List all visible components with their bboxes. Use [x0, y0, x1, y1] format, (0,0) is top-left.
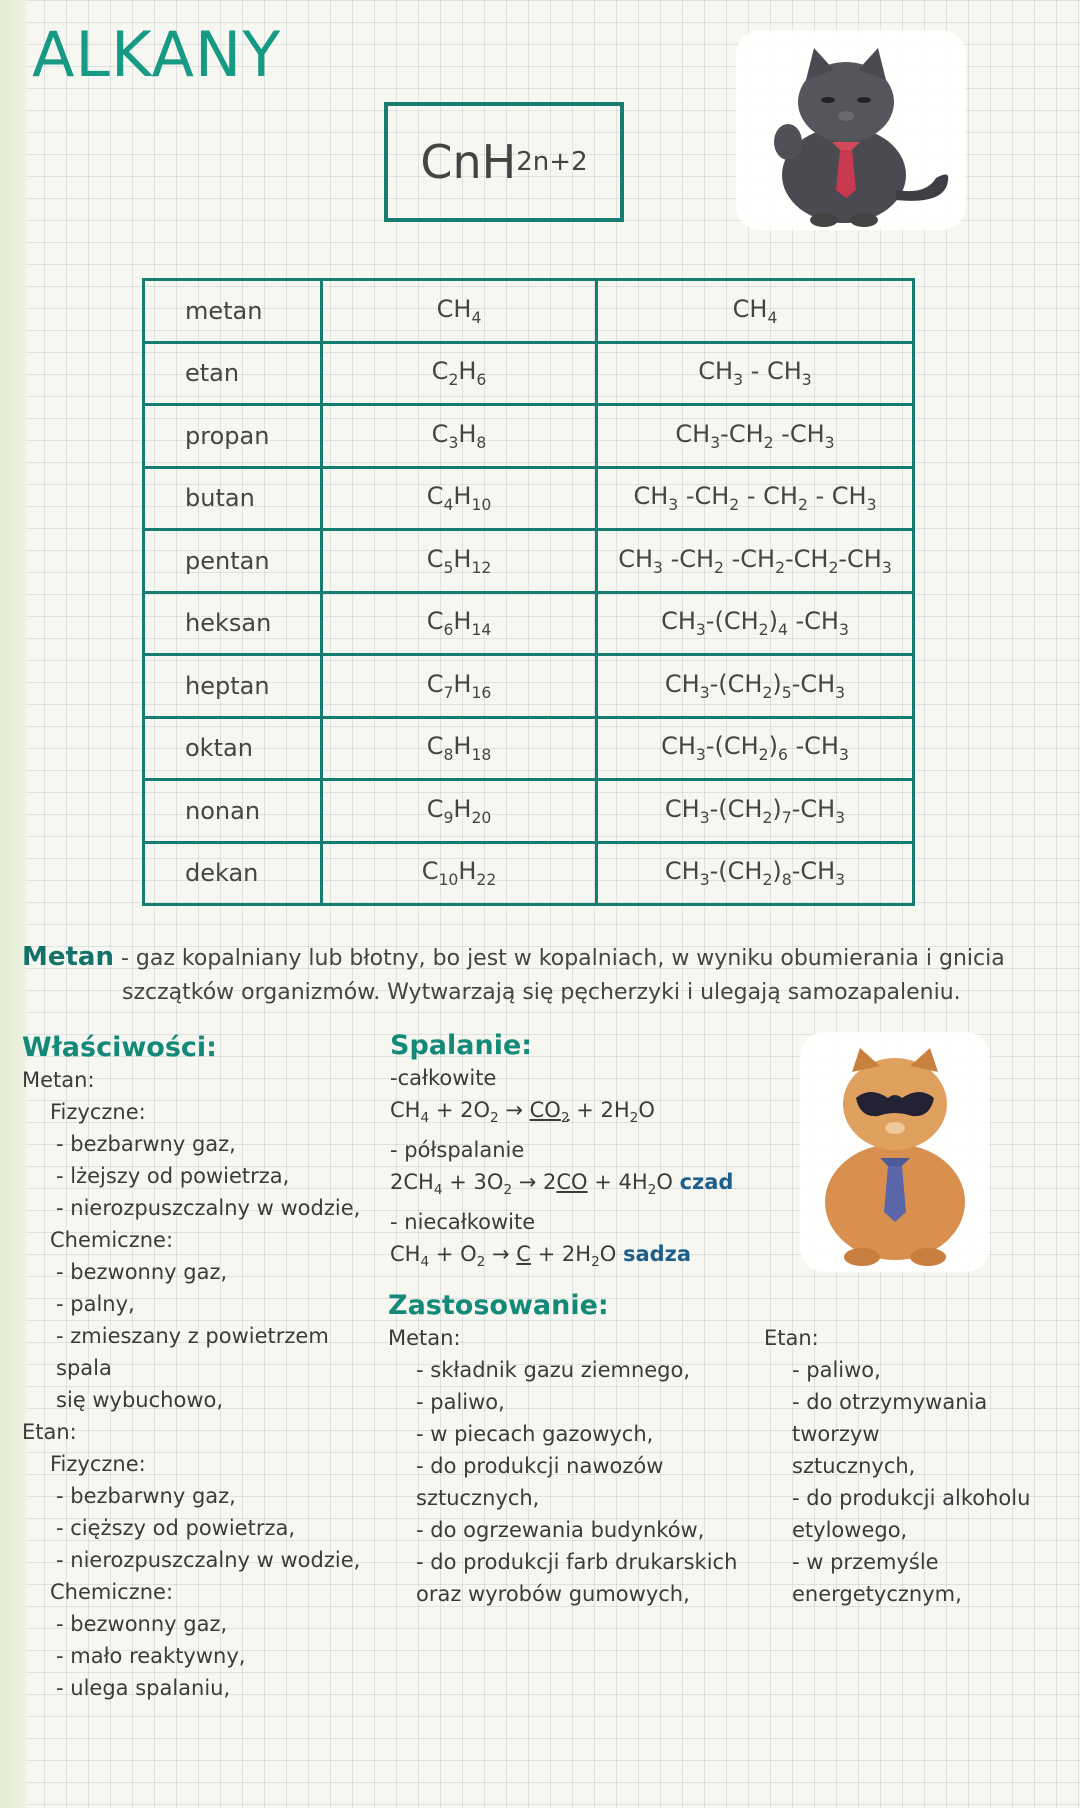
applications-metan-label: Metan:: [388, 1326, 461, 1350]
list-item: - cięższy od powietrza,: [56, 1516, 296, 1540]
list-item: - do otrzymywania tworzyw: [792, 1390, 988, 1446]
etan-physical-label: Fizyczne:: [50, 1452, 146, 1476]
applications-section: [388, 1290, 768, 1610]
combustion-incomplete-reaction: [390, 1238, 790, 1278]
metan-chemical-label: Chemiczne:: [50, 1228, 174, 1252]
combustion-half-label: - półspalanie: [390, 1138, 525, 1163]
alkane-structure: $CH_3$ $-CH_2 - CH_2 - CH_3$: [597, 467, 914, 530]
alkane-name: heksan: [144, 592, 322, 655]
table-row: [144, 842, 914, 905]
table-row: [144, 592, 914, 655]
applications-etan: [764, 1322, 1064, 1610]
etan-chemical-label: Chemiczne:: [50, 1580, 174, 1604]
list-item: - do produkcji nawozów: [416, 1454, 664, 1478]
alkane-name: oktan: [144, 717, 322, 780]
alkane-name: propan: [144, 405, 322, 468]
alkanes-table: [142, 278, 915, 906]
alkane-formula: $C_2H_6$: [322, 342, 597, 405]
list-item: - nierozpuszczalny w wodzie,: [56, 1196, 361, 1220]
alkane-formula: $C_5H_{12}$: [322, 530, 597, 593]
general-formula-sub: 2n: [516, 147, 550, 177]
table-row: [144, 280, 914, 343]
alkane-name: butan: [144, 467, 322, 530]
etan-chemical-list: [22, 1608, 382, 1704]
list-item: - w przemyśle energetycznym,: [792, 1550, 962, 1606]
alkane-structure: $CH_3-(CH_2)_7-CH_3$: [597, 780, 914, 843]
list-item: - paliwo,: [416, 1390, 505, 1414]
cat-sticker-gray: [736, 30, 966, 230]
metan-chemical-list: [22, 1256, 382, 1416]
combustion-half-equation: $2CH_4 + 3O_2 \to 2CO + 4H_2O$: [390, 1170, 673, 1199]
list-item: się wybuchowo,: [56, 1388, 224, 1412]
alkane-structure: $CH_3 - CH_3$: [597, 342, 914, 405]
list-item: oraz wyrobów gumowych,: [416, 1582, 690, 1606]
properties-section: [22, 1032, 382, 1704]
alkane-structure: $CH_3-CH_2$ $-CH_3$: [597, 405, 914, 468]
properties-etan-label: Etan:: [22, 1420, 77, 1444]
metan-intro-label: Metan: [22, 942, 114, 972]
combustion-section: [390, 1030, 790, 1279]
list-item: sztucznych,: [416, 1486, 540, 1510]
metan-intro-text-2: szczątków organizmów. Wytwarzają się pęcherzyki i ulegają samozapaleniu.: [122, 980, 961, 1005]
properties-metan-label: Metan:: [22, 1068, 95, 1092]
list-item: etylowego,: [792, 1518, 908, 1542]
alkane-formula: $CH_4$: [322, 280, 597, 343]
list-item: - mało reaktywny,: [56, 1644, 246, 1668]
combustion-half-reaction: [390, 1166, 790, 1206]
metan-intro-text-1: - gaz kopalniany lub błotny, bo jest w kopalniach, w wyniku obumierania i gnicia: [121, 946, 1005, 971]
metan-physical-list: [22, 1128, 382, 1224]
list-item: - bezwonny gaz,: [56, 1612, 228, 1636]
list-item: - nierozpuszczalny w wodzie,: [56, 1548, 361, 1572]
alkane-formula: $C_{10}H_{22}$: [322, 842, 597, 905]
alkane-formula: $C_7H_{16}$: [322, 655, 597, 718]
alkane-structure: $CH_3-(CH_2)_5-CH_3$: [597, 655, 914, 718]
alkane-formula: $C_9H_{20}$: [322, 780, 597, 843]
combustion-incomplete-label: - niecałkowite: [390, 1210, 536, 1235]
combustion-incomplete-equation: $CH_4 + O_2 \to C + 2H_2O$: [390, 1242, 617, 1271]
list-item: - lżejszy od powietrza,: [56, 1164, 290, 1188]
list-item: - do produkcji farb drukarskich: [416, 1550, 738, 1574]
alkane-structure: $CH_4$: [597, 280, 914, 343]
list-item: - bezbarwny gaz,: [56, 1132, 236, 1156]
alkane-name: etan: [144, 342, 322, 405]
alkane-formula: $C_6H_{14}$: [322, 592, 597, 655]
table-row: [144, 467, 914, 530]
applications-metan-list: [388, 1354, 768, 1610]
czad-note: czad: [679, 1170, 734, 1195]
table-row: [144, 780, 914, 843]
alkane-structure: $CH_3-(CH_2)_4$ $-CH_3$: [597, 592, 914, 655]
list-item: - do produkcji alkoholu: [792, 1486, 1031, 1510]
list-item: - zmieszany z powietrzem spala: [56, 1324, 329, 1380]
alkane-name: nonan: [144, 780, 322, 843]
table-row: [144, 530, 914, 593]
list-item: - do ogrzewania budynków,: [416, 1518, 705, 1542]
alkane-formula: $C_4H_{10}$: [322, 467, 597, 530]
list-item: sztucznych,: [792, 1454, 916, 1478]
applications-heading: Zastosowanie:: [388, 1290, 609, 1321]
properties-heading: Właściwości:: [22, 1032, 217, 1063]
table-row: [144, 655, 914, 718]
combustion-heading: Spalanie:: [390, 1030, 533, 1061]
alkane-formula: $C_3H_8$: [322, 405, 597, 468]
alkane-name: heptan: [144, 655, 322, 718]
list-item: - bezbarwny gaz,: [56, 1484, 236, 1508]
table-row: [144, 717, 914, 780]
alkane-structure: $CH_3-(CH_2)_6$ $-CH_3$: [597, 717, 914, 780]
combustion-complete-reaction: $CH_4 + 2O_2 \to CO_2 + 2H_2O$: [390, 1098, 655, 1127]
alkane-name: pentan: [144, 530, 322, 593]
cat-sticker-orange: [800, 1032, 990, 1272]
table-row: [144, 342, 914, 405]
applications-etan-list: [764, 1354, 1064, 1610]
alkane-structure: $CH_3$ $-CH_2$ $-CH_2-CH_2-CH_3$: [597, 530, 914, 593]
applications-etan-label: Etan:: [764, 1326, 819, 1350]
general-formula-base: CnH: [420, 135, 517, 189]
list-item: - palny,: [56, 1292, 135, 1316]
general-formula-tail: +2: [549, 147, 588, 177]
alkane-structure: $CH_3-(CH_2)_8-CH_3$: [597, 842, 914, 905]
alkane-name: metan: [144, 280, 322, 343]
sadza-note: sadza: [622, 1242, 692, 1267]
page-title: ALKANY: [32, 18, 282, 91]
list-item: - składnik gazu ziemnego,: [416, 1358, 691, 1382]
metan-intro: [22, 940, 1062, 1010]
list-item: - w piecach gazowych,: [416, 1422, 654, 1446]
list-item: - paliwo,: [792, 1358, 881, 1382]
list-item: - bezwonny gaz,: [56, 1260, 228, 1284]
list-item: - ulega spalaniu,: [56, 1676, 231, 1700]
etan-physical-list: [22, 1480, 382, 1576]
alkane-name: dekan: [144, 842, 322, 905]
general-formula-box: [384, 102, 624, 222]
metan-physical-label: Fizyczne:: [50, 1100, 146, 1124]
table-row: [144, 405, 914, 468]
alkane-formula: $C_8H_{18}$: [322, 717, 597, 780]
combustion-complete-label: -całkowite: [390, 1066, 497, 1090]
